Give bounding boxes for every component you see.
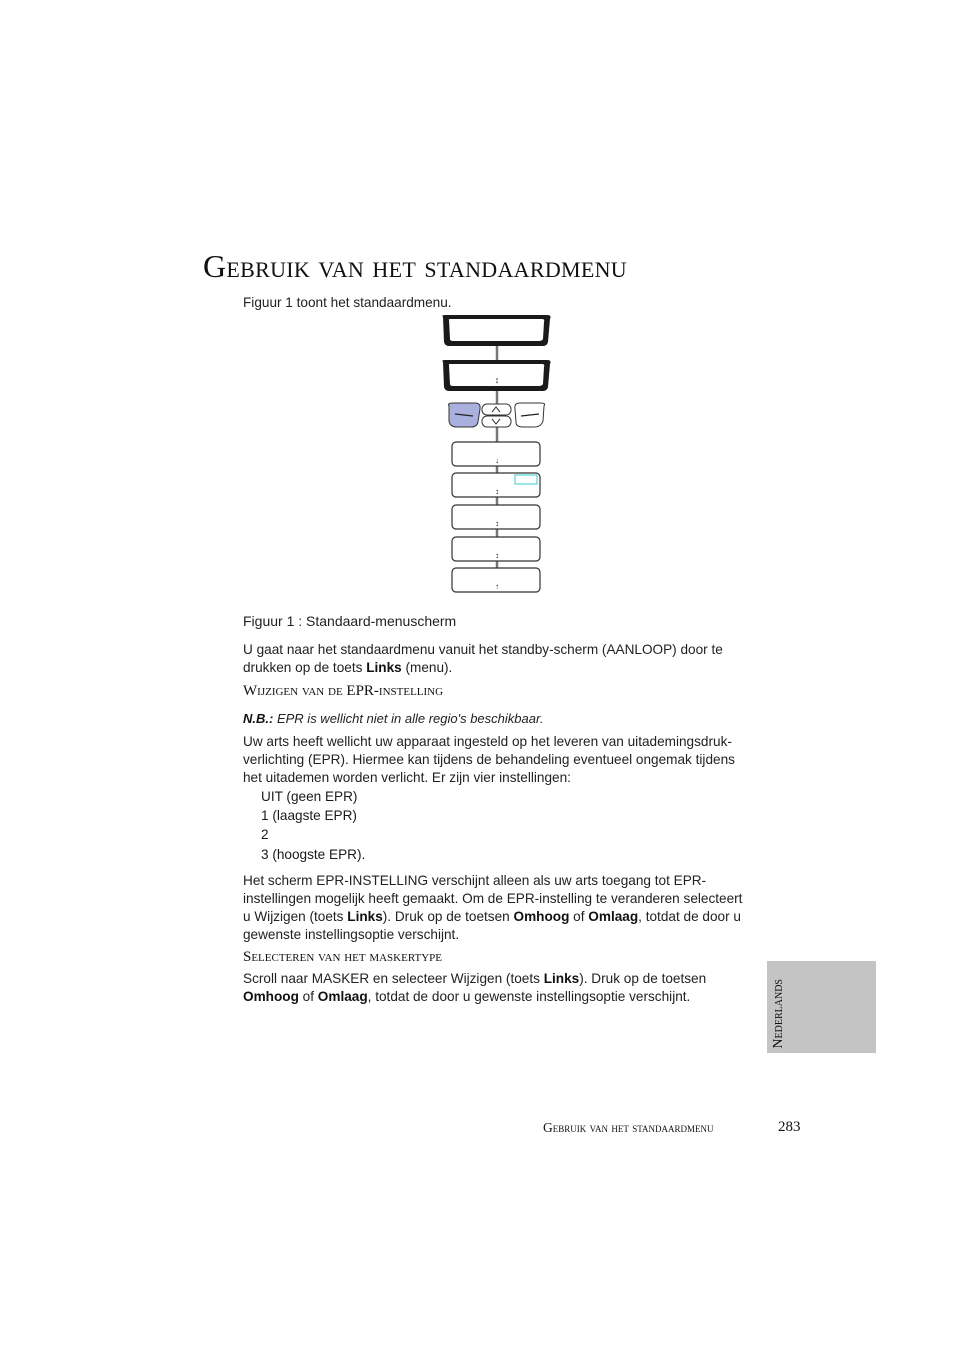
- paragraph-intro: U gaat naar het standaardmenu vanuit het standby-scherm (AANLOOP) door te drukken op de toets Links (menu).: [243, 642, 723, 675]
- svg-text:↕: ↕: [495, 487, 499, 496]
- intro-text: Figuur 1 toont het standaardmenu.: [243, 295, 452, 310]
- menu-item-box-3: [452, 505, 540, 529]
- menu-item-box-5: [452, 568, 540, 592]
- list-item: UIT (geen EPR): [261, 789, 358, 804]
- section-title-mask: Selecteren van het maskertype: [243, 949, 443, 965]
- language-side-tab: [767, 961, 876, 1053]
- menu-item-box-1: [452, 442, 540, 466]
- svg-text:↓: ↓: [495, 456, 499, 465]
- note: N.B.: EPR is wellicht niet in alle regio's beschikbaar.: [243, 711, 544, 726]
- paragraph-epr: Uw arts heeft wellicht uw apparaat ingesteld op het leveren van uitademingsdruk-verlichting (EPR). Hiermee kan tijdens de behandeling eventueel ongemak tijdens het uitademen worden verlicht. Er zijn vier instellingen:: [243, 734, 735, 785]
- section-title-epr: Wijzigen van de EPR-instelling: [243, 683, 444, 699]
- list-item: 2: [261, 827, 269, 842]
- language-side-tab-label: Nederlands: [771, 979, 786, 1049]
- svg-text:↕: ↕: [495, 551, 499, 560]
- paragraph-epr-change: Het scherm EPR-INSTELLING verschijnt alleen als uw arts toegang tot EPR-instellingen mogelijk heeft gemaakt. Om de EPR-instelling te veranderen selecteert u Wijzigen (toets Links). Druk op de toetsen Omhoog of Omlaag, totdat de door u gewenste instellingsoptie verschijnt.: [243, 873, 743, 942]
- paragraph-mask: Scroll naar MASKER en selecteer Wijzigen (toets Links). Druk op de toetsen Omhoog of Omlaag, totdat de door u gewenste instellingsoptie verschijnt.: [243, 971, 707, 1004]
- footer-title: Gebruik van het standaardmenu: [543, 1120, 714, 1135]
- lcd-screen-menu: [442, 360, 550, 391]
- menu-item-box-4: [452, 537, 540, 561]
- standard-menu-figure: [435, 310, 560, 595]
- list-item: 1 (laagste EPR): [261, 808, 357, 823]
- lcd-screen-standby: [442, 315, 550, 346]
- keypad: [449, 403, 545, 427]
- list-item: 3 (hoogste EPR).: [261, 847, 366, 862]
- menu-item-box-2: [452, 473, 540, 497]
- figure-caption: Figuur 1 : Standaard-menuscherm: [243, 613, 457, 629]
- svg-text:↕: ↕: [494, 375, 500, 385]
- page-number: 283: [778, 1119, 801, 1135]
- page-title: Gebruik van het standaardmenu: [203, 248, 627, 284]
- svg-text:↑: ↑: [495, 582, 499, 591]
- svg-text:↕: ↕: [495, 519, 499, 528]
